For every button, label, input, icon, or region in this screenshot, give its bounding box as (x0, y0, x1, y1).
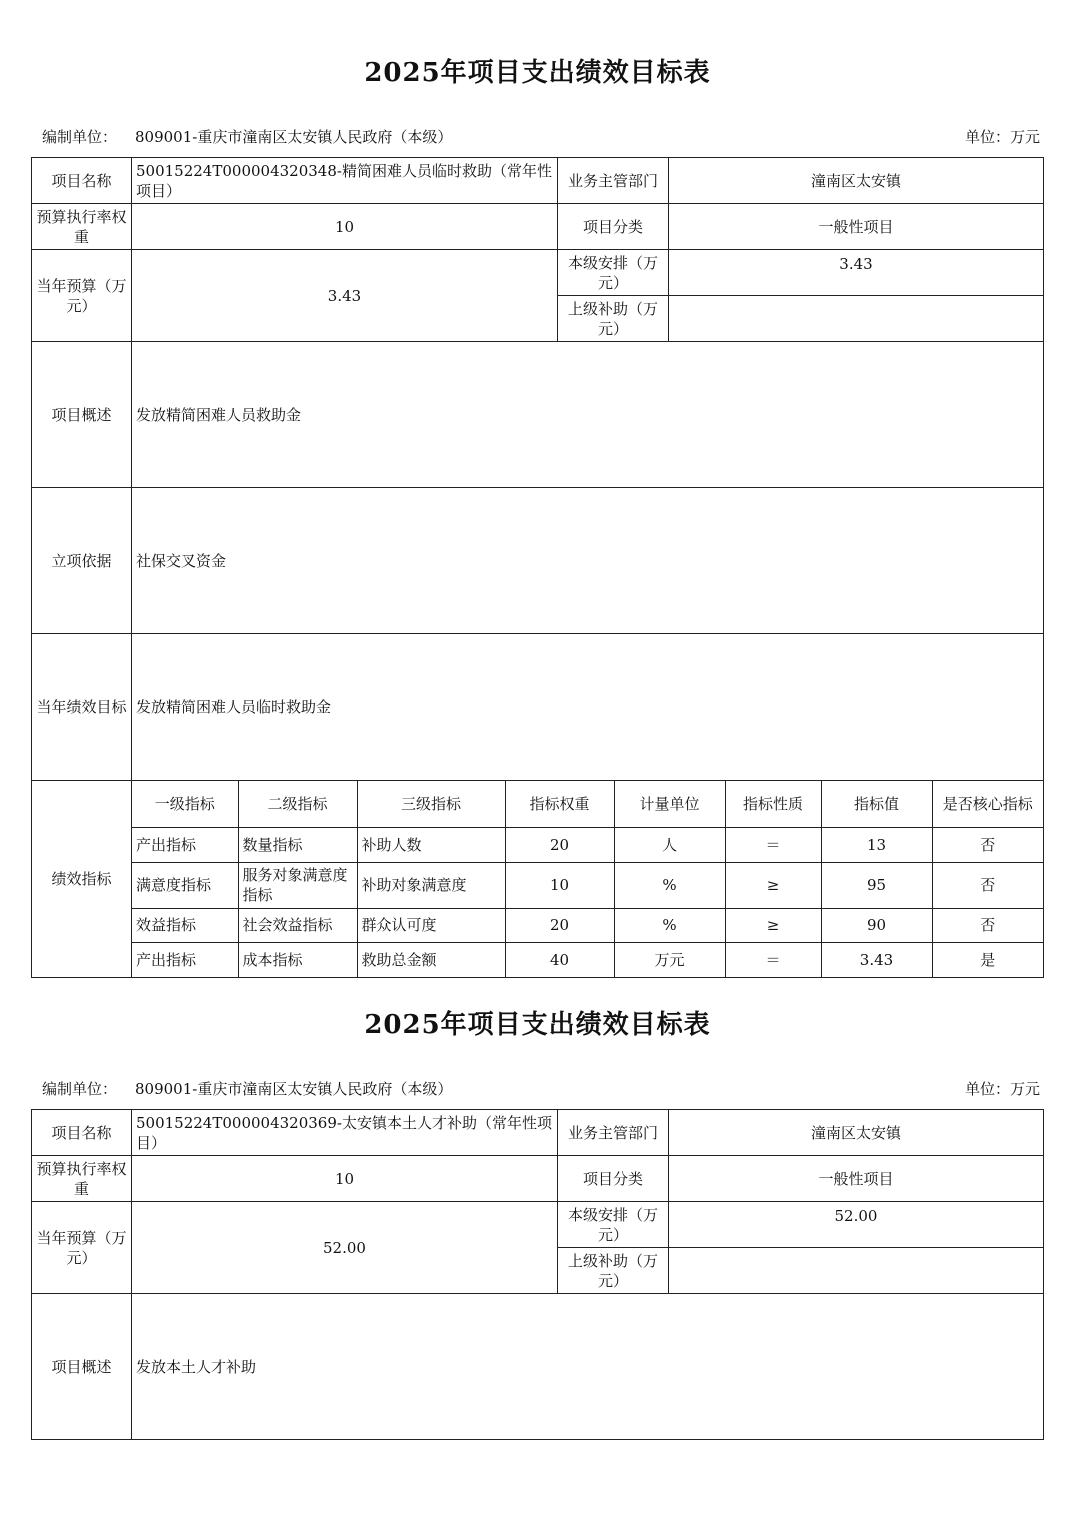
budget: 52.00 (132, 1202, 558, 1294)
header-line (42, 126, 1040, 147)
indicator-cell: % (614, 908, 725, 942)
indicator-cell: 否 (932, 862, 1043, 908)
performance-table-1 (31, 157, 1044, 978)
label-exec-weight: 预算执行率权重 (32, 1156, 132, 1202)
indicator-cell: 满意度指标 (132, 862, 238, 908)
local-amount: 52.00 (669, 1202, 1044, 1248)
indicator-row (132, 827, 1043, 862)
indicator-header-row (132, 781, 1043, 827)
upper-amount (669, 1248, 1044, 1294)
indicator-cell: 90 (821, 908, 932, 942)
indicator-header: 指标性质 (725, 781, 821, 827)
indicator-cell: % (614, 862, 725, 908)
indicator-header: 一级指标 (132, 781, 238, 827)
indicator-cell: ≥ (725, 862, 821, 908)
budget: 3.43 (132, 250, 558, 342)
indicator-cell: ＝ (725, 827, 821, 862)
indicator-cell: 13 (821, 827, 932, 862)
indicator-cell: ≥ (725, 908, 821, 942)
indicator-cell: 社会效益指标 (238, 908, 357, 942)
label-local: 本级安排（万元） (558, 250, 669, 296)
indicator-header: 指标值 (821, 781, 932, 827)
indicator-cell: 群众认可度 (357, 908, 505, 942)
label-dept: 业务主管部门 (558, 1110, 669, 1156)
category: 一般性项目 (669, 1156, 1044, 1202)
indicator-header: 计量单位 (614, 781, 725, 827)
basis: 社保交叉资金 (132, 488, 1044, 634)
indicator-cell: 成本指标 (238, 942, 357, 977)
label-category: 项目分类 (558, 204, 669, 250)
org-label: 编制单位： (42, 128, 118, 146)
org-name: 809001-重庆市潼南区太安镇人民政府（本级） (135, 128, 453, 146)
org-name: 809001-重庆市潼南区太安镇人民政府（本级） (135, 1080, 453, 1098)
indicator-cell: 40 (505, 942, 614, 977)
indicator-cell: 是 (932, 942, 1043, 977)
exec-weight: 10 (132, 1156, 558, 1202)
indicator-cell: 20 (505, 908, 614, 942)
org-label: 编制单位： (42, 1080, 118, 1098)
label-goal: 当年绩效目标 (32, 634, 132, 781)
label-basis: 立项依据 (32, 488, 132, 634)
indicator-cell: 10 (505, 862, 614, 908)
indicator-cell: 否 (932, 908, 1043, 942)
dept: 潼南区太安镇 (669, 1110, 1044, 1156)
indicator-row (132, 942, 1043, 977)
project-name: 50015224T000004320348-精简困难人员临时救助（常年性项目） (132, 158, 558, 204)
indicator-cell: 效益指标 (132, 908, 238, 942)
indicator-cell: 产出指标 (132, 942, 238, 977)
label-dept: 业务主管部门 (558, 158, 669, 204)
indicator-cell: 补助人数 (357, 827, 505, 862)
page-title-2: 2025年项目支出绩效目标表 (364, 1010, 711, 1040)
goal: 发放精简困难人员临时救助金 (132, 634, 1044, 781)
indicator-cell: 3.43 (821, 942, 932, 977)
label-indicators: 绩效指标 (32, 781, 132, 978)
indicator-row (132, 862, 1043, 908)
label-local: 本级安排（万元） (558, 1202, 669, 1248)
header-line-2 (42, 1078, 1040, 1099)
local-amount: 3.43 (669, 250, 1044, 296)
indicator-cell: 否 (932, 827, 1043, 862)
indicators-table (132, 781, 1043, 977)
label-budget: 当年预算（万元） (32, 1202, 132, 1294)
indicator-cell: ＝ (725, 942, 821, 977)
indicator-cell: 服务对象满意度指标 (238, 862, 357, 908)
label-overview: 项目概述 (32, 342, 132, 488)
label-budget: 当年预算（万元） (32, 250, 132, 342)
label-overview: 项目概述 (32, 1294, 132, 1440)
performance-table-2 (31, 1109, 1044, 1440)
indicator-header: 是否核心指标 (932, 781, 1043, 827)
indicator-cell: 产出指标 (132, 827, 238, 862)
label-exec-weight: 预算执行率权重 (32, 204, 132, 250)
project-name: 50015224T000004320369-太安镇本土人才补助（常年性项目） (132, 1110, 558, 1156)
indicator-header: 二级指标 (238, 781, 357, 827)
overview: 发放本土人才补助 (132, 1294, 1044, 1440)
indicator-header: 指标权重 (505, 781, 614, 827)
label-category: 项目分类 (558, 1156, 669, 1202)
indicator-header: 三级指标 (357, 781, 505, 827)
page-title: 2025年项目支出绩效目标表 (364, 58, 711, 88)
indicator-cell: 数量指标 (238, 827, 357, 862)
indicator-row (132, 908, 1043, 942)
unit-label: 单位：万元 (964, 1080, 1040, 1098)
indicator-cell: 人 (614, 827, 725, 862)
overview: 发放精简困难人员救助金 (132, 342, 1044, 488)
label-upper: 上级补助（万元） (558, 1248, 669, 1294)
indicators-cell (132, 781, 1044, 978)
upper-amount (669, 296, 1044, 342)
indicator-cell: 万元 (614, 942, 725, 977)
exec-weight: 10 (132, 204, 558, 250)
category: 一般性项目 (669, 204, 1044, 250)
label-upper: 上级补助（万元） (558, 296, 669, 342)
indicator-cell: 补助对象满意度 (357, 862, 505, 908)
unit-label: 单位：万元 (964, 128, 1040, 146)
indicator-cell: 95 (821, 862, 932, 908)
indicator-cell: 20 (505, 827, 614, 862)
label-project-name: 项目名称 (32, 1110, 132, 1156)
dept: 潼南区太安镇 (669, 158, 1044, 204)
indicator-cell: 救助总金额 (357, 942, 505, 977)
label-project-name: 项目名称 (32, 158, 132, 204)
